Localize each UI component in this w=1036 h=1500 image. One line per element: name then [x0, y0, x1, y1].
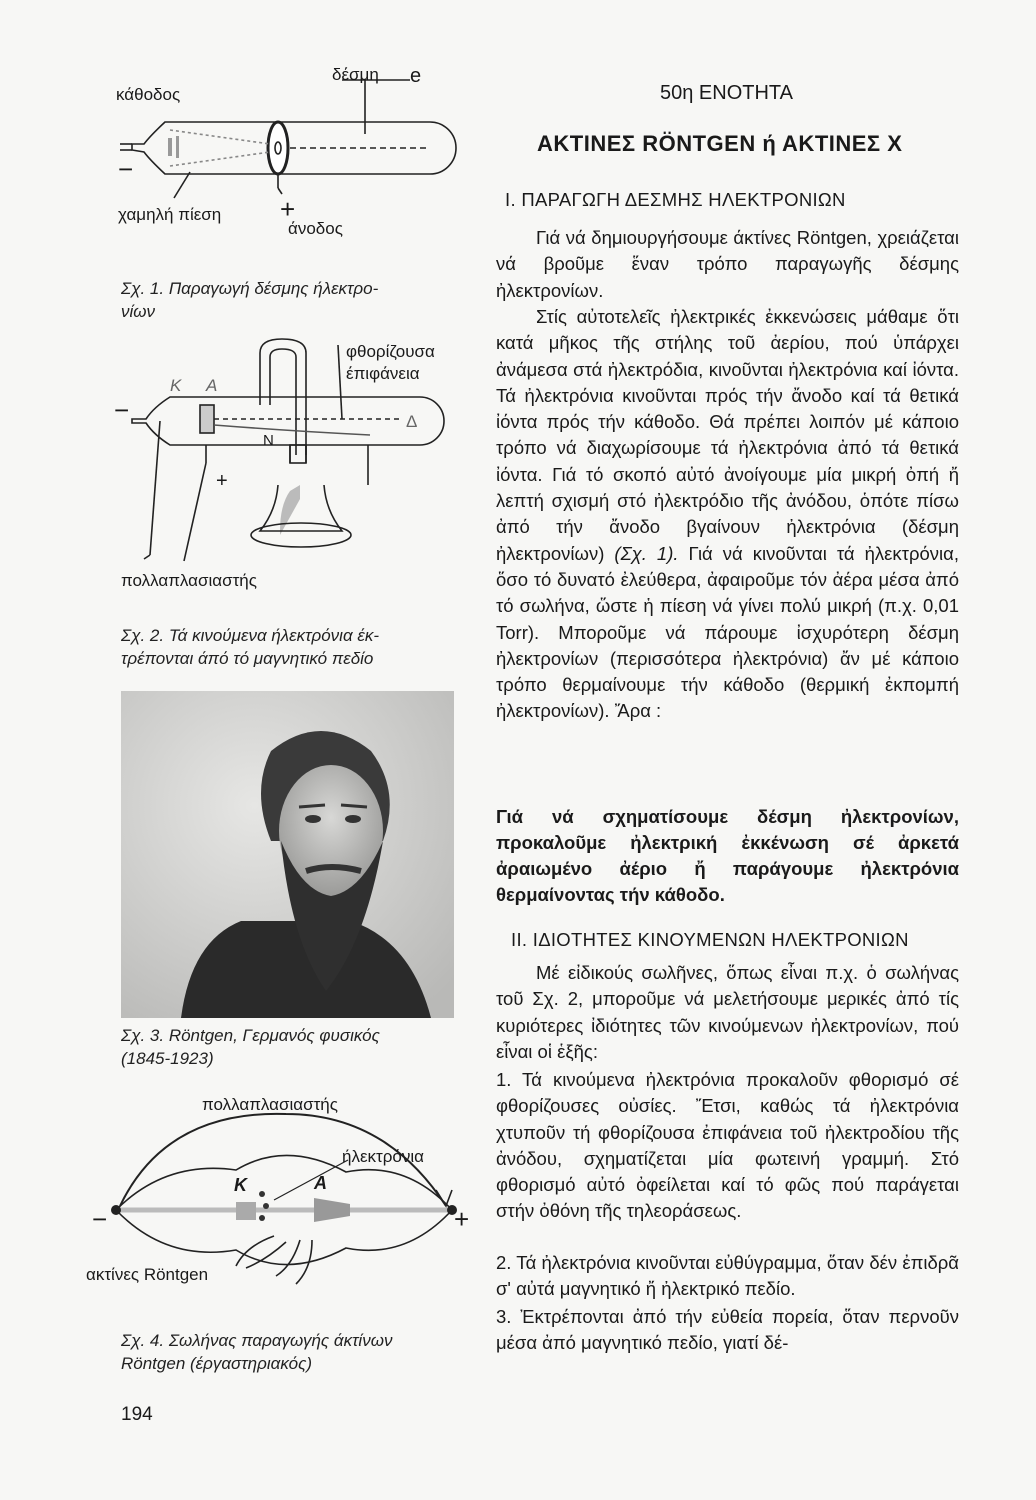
multiplier-label-fig4: πολλαπλασιαστής	[202, 1095, 338, 1114]
xray-label: ακτίνες Röntgen	[86, 1265, 209, 1284]
section-1-paragraph-2-text: Στίς αὐτοτελεῖς ἠλεκτρικές ἐκκενώσεις μάθαμε ὅτι κατά μῆκος τῆς στήλης τοῦ ἀερίου, πού ὑπάρχει ἀνάμεσα στά ἠλεκτρόδια, κινοῦνται ἠλεκτρόνια καί ἰόντα. Τά ἠλεκτρόνια κινοῦνται πρός τήν ἄνοδο καί τά θετικά ἰόντα πρός τήν κάθοδο. Θά πρέπει λοιπόν μέ κάποιο τρόπο νά διαχωρίσουμε τά ἠλεκτρόνια ἀπό τά θετικά ἰόντα. Γιά τό σκοπό αὐτό ἀνοίγουμε μία μικρή ὀπή ἤ λεπτή σχισμή στό ἠλεκτρόδιο τῆς ἀνόδου, ὁπότε πίσω ἀπό τήν ἄνοδο βγαίνουν ἠλεκτρόνια (δέσμη ἠλεκτρονίων)	[496, 306, 959, 564]
figure-2-caption-line-2: τρέπονται άπό τό μαγνητικό πεδίο	[121, 649, 374, 668]
unit-title: 50η ΕΝΟΤΗΤΑ	[660, 82, 793, 104]
figure-1-caption-line-2: νίων	[121, 302, 156, 321]
anode-plus-sign-4: +	[454, 1204, 470, 1234]
fluorescent-label-line-1: φθορίζουσα	[346, 342, 435, 361]
figure-1	[110, 60, 470, 260]
section-1-summary: Γιά νά σχηματίσουμε δέσμη ἠλεκτρονίων, προκαλοῦμε ἠλεκτρική ἐκκένωση σέ ἀρκετά ἀραιωμένο ἀέριο ἤ παράγουμε ἠλεκτρόνια θερμαίνοντας τήν κάθοδο.	[496, 806, 959, 905]
section-1-heading: Ι. ΠΑΡΑΓΩΓΗ ΔΕΣΜΗΣ ΗΛΕΚΤΡΟΝΙΩΝ	[505, 189, 846, 210]
fluorescent-label-line-2: έπιφάνεια	[346, 364, 420, 383]
a-label-fig4: A	[314, 1173, 327, 1193]
page-title: ΑΚΤΙΝΕΣ RÖNTGEN ή ΑΚΤΙΝΕΣ Χ	[537, 131, 903, 156]
figure-1-caption-line-1: Σχ. 1. Παραγωγή δέσμης ήλεκτρο-	[121, 279, 379, 298]
figure-2-caption	[121, 624, 461, 670]
figure-2-caption-line-1: Σχ. 2. Τά κινούμενα ήλεκτρόνια έκ-	[121, 626, 380, 645]
section-2-item-2: 2. Τά ἠλεκτρόνια κινοῦνται εὐθύγραμμα, ὅταν δέν ἐπιδρᾶ σ' αὐτά μαγνητικό ἤ ἠλεκτρικό πεδίο.	[496, 1252, 959, 1300]
low-pressure-label: χαμηλή πίεση	[118, 205, 222, 224]
figure-3-caption-line-2: (1845-1923)	[121, 1049, 214, 1068]
k-label-fig4: K	[234, 1175, 247, 1195]
figure-1-reference: (Σχ. 1).	[614, 542, 679, 564]
cathode-minus-sign-2: −	[114, 395, 130, 425]
section-1-paragraph-1: Γιά νά δημιουργήσουμε άκτίνες Röntgen, χρειάζεται νά βροῦμε ἕναν τρόπο παραγωγῆς δέσμης ἠλεκτρονίων.	[496, 227, 959, 301]
figure-4-caption	[121, 1329, 461, 1375]
figure-4	[86, 1090, 476, 1300]
figure-3-caption-line-1: Σχ. 3. Röntgen, Γερμανός φυσικός	[121, 1026, 380, 1045]
section-2-heading: ΙΙ. ΙΔΙΟΤΗΤΕΣ ΚΙΝΟΥΜΕΝΩΝ ΗΛΕΚΤΡΟΝΙΩΝ	[511, 929, 909, 950]
figure-4-caption-line-2: Röntgen (έργαστηριακός)	[121, 1354, 312, 1373]
section-2-item-3: 3. Ἐκτρέπονται ἀπό τήν εὐθεία πορεία, ὅταν περνοῦν μέσα ἀπό μαγνητικό πεδίο, γιατί δέ-	[496, 1306, 959, 1354]
rontgen-portrait	[121, 691, 454, 1018]
cathode-minus-sign-4: −	[92, 1204, 108, 1234]
section-2-item-1: 1. Τά κινούμενα ἠλεκτρόνια προκαλοῦν φθορισμό σέ φθορίζουσες οὐσίες. Ἔτσι, καθώς τά ἠλεκτρόνια χτυποῦν τή φθορίζουσα ἐπιφάνεια τοῦ ἠλεκτροδίου τῆς ἀνόδου, σχηματίζεται μία φωτεινή γραμμή. Στό φθορισμό αὐτό ὀφείλεται καί τό φῶς πού παράγεται στήν ὀθόνη τῆς τηλεοράσεως.	[496, 1069, 959, 1222]
multiplier-label: πολλαπλασιαστής	[121, 571, 257, 590]
anode-label: άνοδος	[288, 219, 343, 238]
anode-plus-sign-2: +	[216, 470, 228, 492]
cathode-minus-sign: −	[118, 154, 134, 184]
anode-plus-sign: +	[280, 194, 296, 224]
n-pole-label: N	[263, 432, 274, 449]
a-label: Α	[206, 376, 218, 395]
beam-label: δέσμη	[332, 65, 379, 84]
k-label: Κ	[170, 376, 182, 395]
section-1-paragraph-2-rest: Γιά νά κινοῦνται τά ἠλεκτρόνια, ὅσο τό δυνατό ἐλεύθερα, ἀφαιροῦμε τόν ἀέρα μέσα ἀπό τό σωλήνα, ὥστε ἡ πίεση νά γίνει πολύ μικρή (π.χ. 0,01 Torr). Μποροῦμε νά πάρουμε ἰσχυρότερη δέσμη ἠλεκτρονίων (περισσότερα ἠλεκτρόνια) ἄν μέ κάποιο τρόπο θερμαίνουμε τήν κάθοδο (θερμική ἐκπομπή ἠλεκτρονίων). Ἄρα :	[496, 542, 959, 722]
figure-2	[110, 335, 470, 595]
figure-1-caption	[121, 277, 461, 323]
rontgen-portrait-image	[121, 691, 454, 1018]
electrons-label: ήλεκτρόνια	[342, 1147, 424, 1166]
cathode-label: κάθοδος	[116, 85, 181, 104]
page-number: 194	[121, 1404, 153, 1425]
figure-4-caption-line-1: Σχ. 4. Σωλήνας παραγωγής άκτίνων	[121, 1331, 393, 1350]
delta-label: Δ	[406, 412, 418, 431]
section-2-intro: Μέ εἰδικούς σωλῆνες, ὅπως εἶναι π.χ. ὁ σωλήνας τοῦ Σχ. 2, μποροῦμε νά μελετήσουμε μερικές ἀπό τίς κυριότερες ἰδιότητες τῶν κινούμενων ἠλεκτρονίων, πού εἶναι οἱ ἑξῆς:	[496, 962, 959, 1062]
figure-3-caption	[121, 1024, 461, 1070]
section-1-paragraph-2	[496, 304, 959, 725]
electron-label: e	[410, 65, 422, 87]
